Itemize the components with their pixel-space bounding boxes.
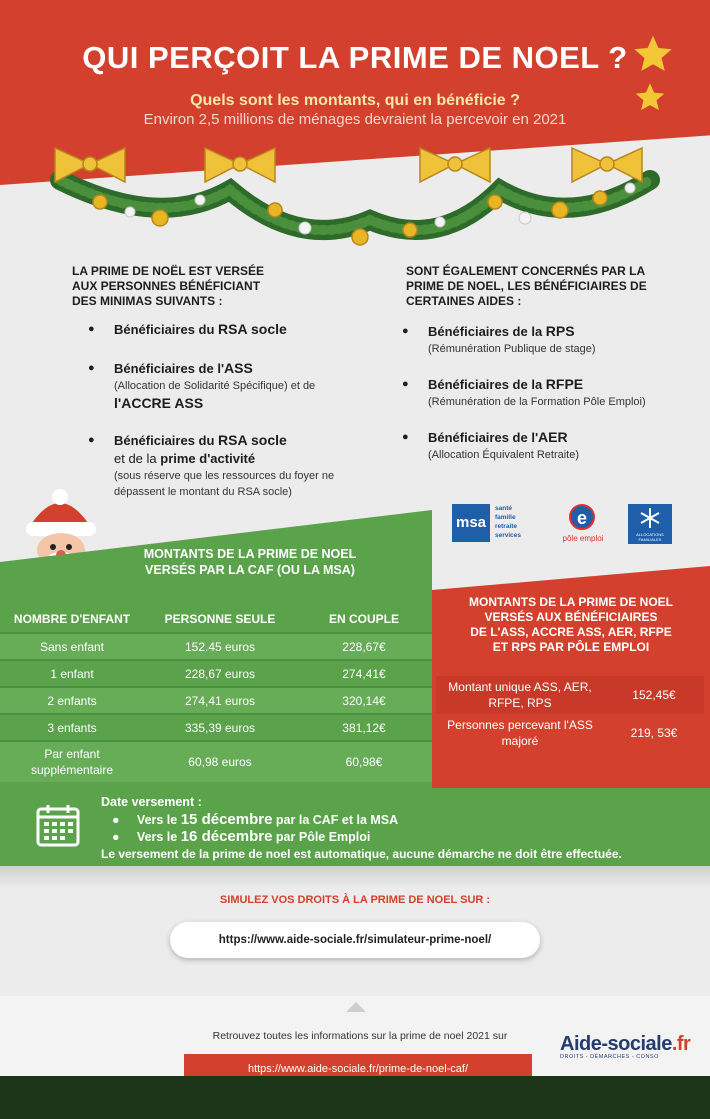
payment-date-banner (0, 788, 710, 866)
list-item: ● Bénéficiaires de l'AER (Allocation Équivalent Retraite) (402, 428, 662, 463)
list-item: ● Bénéficiaires de la RFPE (Rémunération de la Formation Pôle Emploi) (402, 375, 662, 410)
table-cell: Personnes percevant l'ASS majoré (447, 718, 593, 748)
table-cell: Par enfant supplémentaire (30, 747, 114, 777)
list-item: ● Bénéficiaires du RSA socle (88, 320, 358, 339)
caf-amounts-table (0, 606, 432, 782)
table-cell: 3 enfants (47, 720, 97, 735)
aide-sociale-logo: Aide-sociale.fr DROITS - DÉMARCHES - CONSO (560, 1033, 691, 1060)
table-cell: 228,67 euros (184, 666, 256, 681)
table-cell: 1 enfant (50, 666, 94, 681)
table-row (0, 742, 432, 782)
divider (0, 866, 710, 888)
table-cell: 152,45€ (632, 688, 676, 702)
pole-emploi-logo: e pôle emploi (555, 504, 611, 544)
table-cell: 274,41 euros (184, 693, 256, 708)
table-cell: 60,98€ (345, 755, 383, 769)
snowflake-icon (628, 504, 672, 532)
table-cell: 219, 53€ (630, 726, 678, 740)
page-subtitle-secondary: Environ 2,5 millions de ménages devraient la percevoir en 2021 (143, 111, 567, 128)
bottom-strip (0, 1076, 710, 1119)
right-beneficiaries-list (402, 322, 662, 481)
table-cell: 274,41€ (342, 666, 386, 681)
table-row (0, 634, 432, 661)
table-cell: 320,14€ (342, 693, 386, 708)
caf-amounts-title: MONTANTS DE LA PRIME DE NOEL VERSÉS PAR LA CAF (OU LA MSA) (143, 547, 357, 577)
table-row (0, 661, 432, 688)
up-arrow-icon (346, 1002, 366, 1012)
table-cell: 335,39 euros (184, 720, 256, 735)
table-row (436, 714, 704, 752)
table-row (0, 715, 432, 742)
table-header-cell: EN COUPLE (328, 612, 399, 626)
table-header-cell: PERSONNE SEULE (164, 612, 276, 626)
footer-text: Retrouvez toutes les informations sur la prime de noel 2021 sur (212, 1030, 508, 1042)
table-header-cell: NOMBRE D'ENFANT (13, 612, 131, 626)
caf-logo: ALLOCATIONS FAMILIALES (628, 504, 672, 544)
msa-logo: msa santé famille retraite services (452, 504, 538, 544)
star-icon (634, 82, 666, 114)
footer-link[interactable]: https://www.aide-sociale.fr/prime-de-noel-caf/ (184, 1054, 532, 1084)
pole-emploi-amounts-title: MONTANTS DE LA PRIME DE NOEL VERSÉS AUX BÉNÉFICIAIRES DE L'ASS, ACCRE ASS, AER, RFPE ET RPS PAR PÔLE EMPLOI (469, 595, 673, 654)
simulator-link[interactable]: https://www.aide-sociale.fr/simulateur-prime-noel/ (170, 922, 540, 958)
christmas-garland-illustration (40, 140, 670, 255)
table-row (0, 688, 432, 715)
left-beneficiaries-list (88, 320, 358, 518)
payment-date-caf: ● Vers le 15 décembre par la CAF et la MSA (112, 811, 399, 828)
table-cell: Montant unique ASS, AER, RFPE, RPS (448, 680, 592, 710)
right-column-title: SONT ÉGALEMENT CONCERNÉS PAR LA PRIME DE NOEL, LES BÉNÉFICIAIRES DE CERTAINES AIDES : (406, 264, 647, 308)
table-row (436, 676, 704, 714)
payment-date-pole-emploi: ● Vers le 16 décembre par Pôle Emploi (112, 828, 371, 845)
left-column-title: LA PRIME DE NOËL EST VERSÉE AUX PERSONNES BÉNÉFICIANT DES MINIMAS SUIVANTS : (72, 264, 265, 308)
payment-note: Le versement de la prime de noel est automatique, aucune démarche ne doit être effectuée. (101, 847, 622, 861)
simulator-title: SIMULEZ VOS DROITS À LA PRIME DE NOEL SUR : (219, 894, 491, 906)
table-header-row (0, 606, 432, 634)
table-cell: 228,67€ (342, 639, 386, 654)
list-item: ● Bénéficiaires du RSA socle et de la prime d'activité (sous réserve que les ressources du foyer ne dépassent le montant du RSA socle) (88, 431, 358, 500)
table-cell: Sans enfant (39, 639, 105, 654)
table-cell: 60,98 euros (188, 755, 252, 769)
payment-date-title: Date versement : (101, 795, 202, 809)
page-title: QUI PERÇOIT LA PRIME DE NOEL ? (82, 40, 628, 75)
page-subtitle: Quels sont les montants, qui en bénéficie ? (190, 92, 520, 109)
list-item: ● Bénéficiaires de l'ASS (Allocation de Solidarité Spécifique) et de l'ACCRE ASS (88, 359, 358, 413)
table-cell: 381,12€ (342, 720, 386, 735)
calendar-icon (36, 803, 80, 847)
star-icon (632, 34, 674, 76)
table-cell: 152.45 euros (184, 639, 256, 654)
table-cell: 2 enfants (47, 693, 97, 708)
list-item: ● Bénéficiaires de la RPS (Rémunération Publique de stage) (402, 322, 662, 357)
